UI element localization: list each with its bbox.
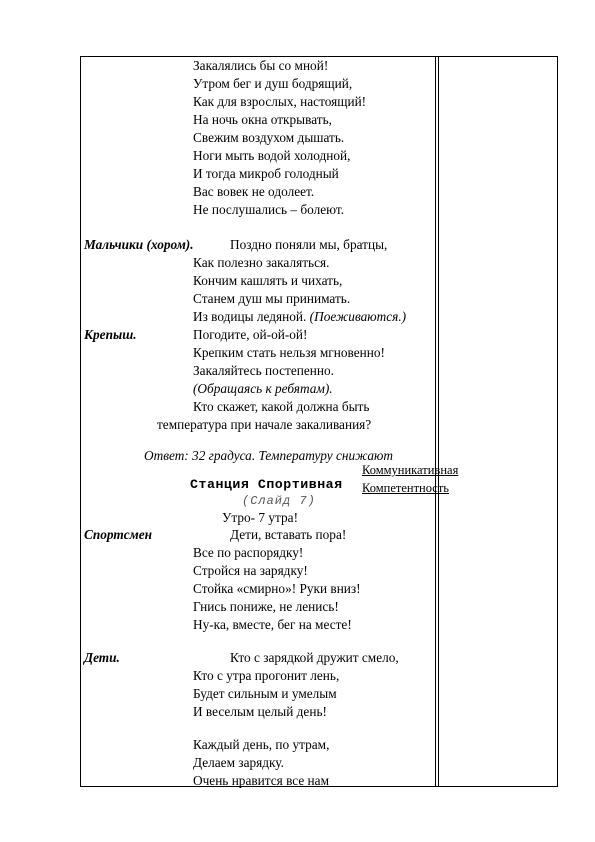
verse-line: Утром бег и душ бодрящий, [193, 76, 353, 91]
time-line: Утро- 7 утра! [222, 510, 299, 525]
boys-line: Как полезно закаляться. [193, 255, 330, 270]
sportsman-line: Дети, вставать пора! [230, 527, 347, 542]
verse-line: Вас вовек не одолеет. [193, 184, 315, 199]
speaker-boys: Мальчики (хором). [84, 237, 194, 252]
sportsman-line: Все по распорядку! [193, 545, 304, 560]
verse-line: И тогда микроб голодный [193, 166, 339, 181]
verse-line: Не послушались – болеют. [193, 202, 345, 217]
kids-line: Кто с зарядкой дружит смело, [230, 650, 399, 665]
station-title: Станция Спортивная [190, 477, 343, 492]
verse-line: Закалялись бы со мной! [193, 58, 329, 73]
kids-line: Очень нравится все нам [193, 773, 329, 788]
kids-line: Каждый день, по утрам, [193, 737, 330, 752]
stage-direction: (Поеживаются.) [309, 309, 407, 324]
sportsman-line: Стройся на зарядку! [193, 563, 308, 578]
verse-line: Свежим воздухом дышать. [193, 130, 345, 145]
krepysh-line: Закаляйтесь постепенно. [193, 363, 334, 378]
boys-line: Поздно поняли мы, братцы, [230, 237, 388, 252]
speaker-kids: Дети. [84, 650, 120, 665]
kids-line: Будет сильным и умелым [193, 686, 337, 701]
column-divider-double [438, 57, 439, 786]
speaker-sportsman: Спортсмен [84, 527, 153, 542]
column-divider [435, 57, 436, 786]
sportsman-line: Гнись пониже, не ленись! [193, 599, 339, 614]
kids-line: И веселым целый день! [193, 704, 327, 719]
verse-line: На ночь окна открывать, [193, 112, 332, 127]
boys-line: Станем душ мы принимать. [193, 291, 351, 306]
speaker-krepysh: Крепыш. [84, 327, 137, 342]
slide-label: (Слайд 7) [242, 494, 316, 508]
answer-line: Ответ: 32 градуса. Температуру снижают [144, 448, 393, 463]
boys-line-text: Из водицы ледяной. [193, 309, 307, 324]
kids-line: Делаем зарядку. [193, 755, 284, 770]
boys-line: Кончим кашлять и чихать, [193, 273, 343, 288]
question-line: температура при начале закаливания? [157, 417, 372, 432]
verse-line: Как для взрослых, настоящий! [193, 94, 367, 109]
krepysh-line: Крепким стать нельзя мгновенно! [193, 345, 385, 360]
competence-label: Компетентность [362, 481, 449, 495]
sportsman-line: Стойка «смирно»! Руки вниз! [193, 581, 361, 596]
verse-line: Ноги мыть водой холодной, [193, 148, 351, 163]
krepysh-line: Погодите, ой-ой-ой! [193, 327, 308, 342]
boys-line [193, 309, 406, 325]
kids-line: Кто с утра прогонит лень, [193, 668, 340, 683]
question-line: Кто скажет, какой должна быть [193, 399, 370, 414]
stage-direction: (Обращаясь к ребятам). [193, 381, 333, 396]
sportsman-line: Ну-ка, вместе, бег на месте! [193, 617, 352, 632]
competence-label: Коммуникативная [362, 463, 459, 477]
